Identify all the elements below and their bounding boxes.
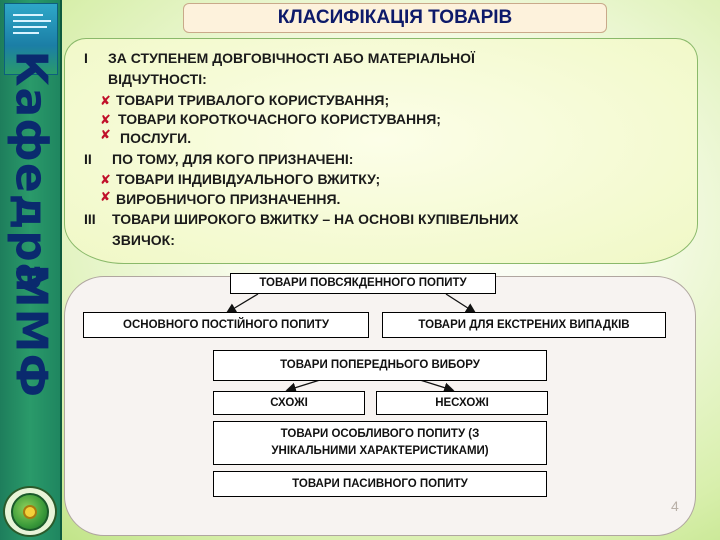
item1-sub-1: ТОВАРИ ТРИВАЛОГО КОРИСТУВАННЯ;	[116, 92, 390, 108]
item1-line2: ВІДЧУТНОСТІ:	[108, 71, 207, 87]
emergency-goods-box: ТОВАРИ ДЛЯ ЕКСТРЕНИХ ВИПАДКІВ	[382, 312, 666, 338]
special-demand-box	[213, 421, 547, 465]
cross-bullet-icon: ✘	[100, 93, 111, 108]
sidebar-text-faculty: ММФ	[5, 263, 57, 399]
item1-sub-2: ТОВАРИ КОРОТКОЧАСНОГО КОРИСТУВАННЯ;	[118, 111, 441, 127]
dissimilar-goods-box: НЕСХОЖІ	[376, 391, 548, 415]
special-demand-line1: ТОВАРИ ОСОБЛИВОГО ПОПИТУ (З	[280, 428, 480, 441]
page-number: 4	[671, 498, 679, 514]
sidebar	[0, 0, 62, 540]
sidebar-text-department: Кафедра	[5, 50, 57, 294]
cross-bullet-icon: ✘	[100, 127, 111, 142]
item3-numeral: III	[84, 211, 96, 227]
special-demand-line2: УНІКАЛЬНИМИ ХАРАКТЕРИСТИКАМИ)	[271, 445, 489, 457]
cross-bullet-icon: ✘	[100, 112, 111, 127]
passive-demand-box: ТОВАРИ ПАСИВНОГО ПОПИТУ	[213, 471, 547, 497]
item3-line2: ЗВИЧОК:	[112, 232, 175, 248]
basic-demand-box: ОСНОВНОГО ПОСТІЙНОГО ПОПИТУ	[83, 312, 369, 338]
item1-numeral: I	[84, 50, 88, 66]
university-logo-icon	[3, 486, 57, 537]
item2-numeral: II	[84, 151, 92, 167]
item2-sub-1: ТОВАРИ ІНДИВІДУАЛЬНОГО ВЖИТКУ;	[116, 171, 381, 187]
item1-line1: ЗА СТУПЕНЕМ ДОВГОВІЧНОСТІ АБО МАТЕРІАЛЬНОЇ	[108, 50, 475, 66]
preselection-goods-box: ТОВАРИ ПОПЕРЕДНЬОГО ВИБОРУ	[213, 350, 547, 381]
slide-title: КЛАСИФІКАЦІЯ ТОВАРІВ	[183, 3, 607, 33]
cross-bullet-icon: ✘	[100, 172, 111, 187]
item2-sub-2: ВИРОБНИЧОГО ПРИЗНАЧЕННЯ.	[116, 191, 341, 207]
item1-sub-3: ПОСЛУГИ.	[120, 130, 192, 146]
cross-bullet-icon: ✘	[100, 189, 111, 204]
everyday-demand-box: ТОВАРИ ПОВСЯКДЕННОГО ПОПИТУ	[230, 273, 496, 294]
item3-line1: ТОВАРИ ШИРОКОГО ВЖИТКУ – НА ОСНОВІ КУПІВЕЛЬНИХ	[112, 211, 519, 227]
similar-goods-box: СХОЖІ	[213, 391, 365, 415]
item2-line1: ПО ТОМУ, ДЛЯ КОГО ПРИЗНАЧЕНІ:	[112, 151, 354, 167]
